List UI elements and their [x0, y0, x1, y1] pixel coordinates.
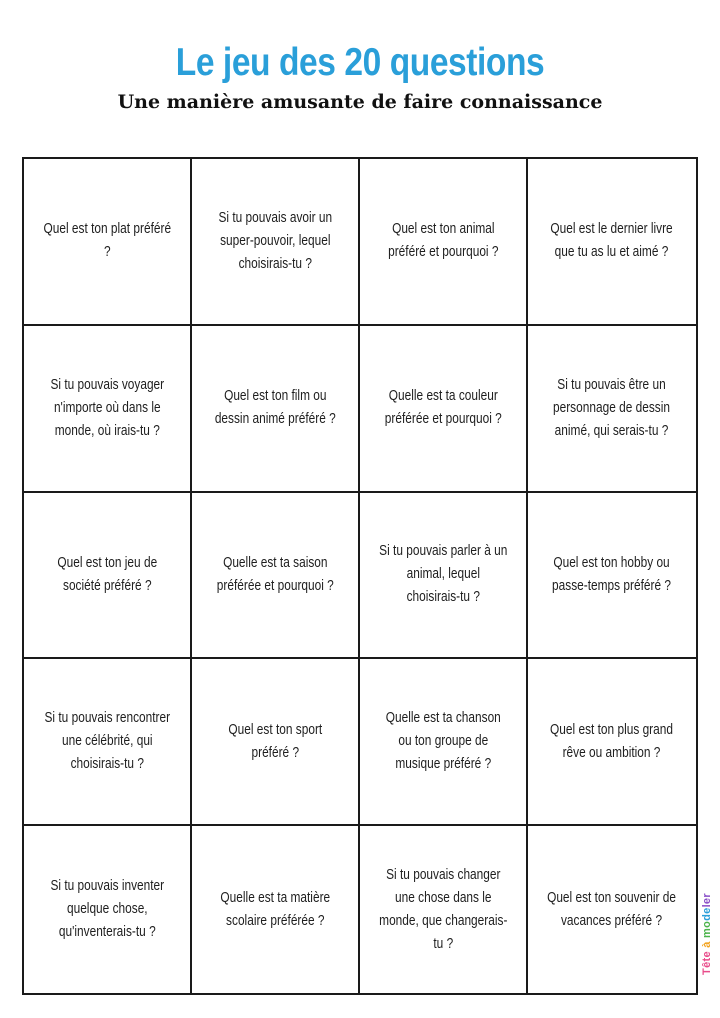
question-text: Quelle est ta matière scolaire préférée ? — [220, 889, 330, 929]
question-card — [192, 493, 360, 660]
question-text: Quel est ton jeu de société préféré ? — [57, 554, 157, 594]
page-subtitle: Une manière amusante de faire connaissance — [117, 91, 603, 113]
question-text: Si tu pouvais parler à un animal, lequel choisirais-tu ? — [378, 543, 508, 606]
brand-part: Tête — [701, 951, 713, 975]
question-card — [24, 659, 192, 826]
question-text: Quel est ton plus grand rêve ou ambition ? — [550, 721, 674, 761]
question-text: Si tu pouvais avoir un super-pouvoir, lequel choisirais-tu ? — [218, 209, 332, 272]
question-card — [192, 159, 360, 326]
question-card — [360, 659, 528, 826]
question-text: Si tu pouvais inventer quelque chose, qu'inventerais-tu ? — [50, 878, 164, 941]
question-text: Quel est ton sport préféré ? — [228, 721, 322, 761]
question-text: Quel est ton hobby ou passe-temps préféré ? — [552, 554, 672, 594]
question-card — [192, 326, 360, 493]
question-card — [24, 326, 192, 493]
question-card — [528, 326, 696, 493]
question-text: Quel est ton souvenir de vacances préféré ? — [547, 889, 677, 929]
question-text: Si tu pouvais être un personnage de dessin animé, qui serais-tu ? — [553, 376, 671, 439]
brand-part: de — [701, 907, 713, 921]
question-text: Quel est ton film ou dessin animé préféré ? — [214, 388, 336, 428]
question-card — [528, 159, 696, 326]
questions-grid — [22, 157, 698, 995]
question-card — [360, 159, 528, 326]
brand-part: mo — [701, 920, 713, 938]
question-card — [24, 493, 192, 660]
question-card — [528, 826, 696, 993]
question-card — [360, 326, 528, 493]
question-text: Quelle est ta couleur préférée et pourquoi ? — [384, 388, 502, 428]
brand-part: à — [701, 937, 713, 952]
brand-logo — [697, 878, 717, 990]
question-text: Quelle est ta chanson ou ton groupe de musique préféré ? — [385, 710, 501, 773]
brand-logo-text — [701, 893, 713, 975]
question-text: Quel est ton animal préféré et pourquoi ? — [387, 221, 499, 261]
question-text: Si tu pouvais voyager n'importe où dans le monde, où irais-tu ? — [50, 376, 164, 439]
question-text: Quel est le dernier livre que tu as lu et aimé ? — [550, 221, 674, 261]
question-text: Si tu pouvais rencontrer une célébrité, qui choisirais-tu ? — [44, 710, 170, 773]
question-card — [192, 826, 360, 993]
brand-part: ler — [701, 893, 713, 908]
question-text: Quel est ton plat préféré ? — [43, 221, 171, 261]
page-title: Le jeu des 20 questions — [175, 41, 545, 84]
question-card — [360, 826, 528, 993]
question-card — [24, 826, 192, 993]
question-card — [528, 659, 696, 826]
question-text: Si tu pouvais changer une chose dans le monde, que changerais-tu ? — [378, 866, 508, 952]
question-card — [528, 493, 696, 660]
question-text: Quelle est ta saison préférée et pourquoi ? — [216, 554, 334, 594]
question-card — [360, 493, 528, 660]
question-card — [24, 159, 192, 326]
question-card — [192, 659, 360, 826]
